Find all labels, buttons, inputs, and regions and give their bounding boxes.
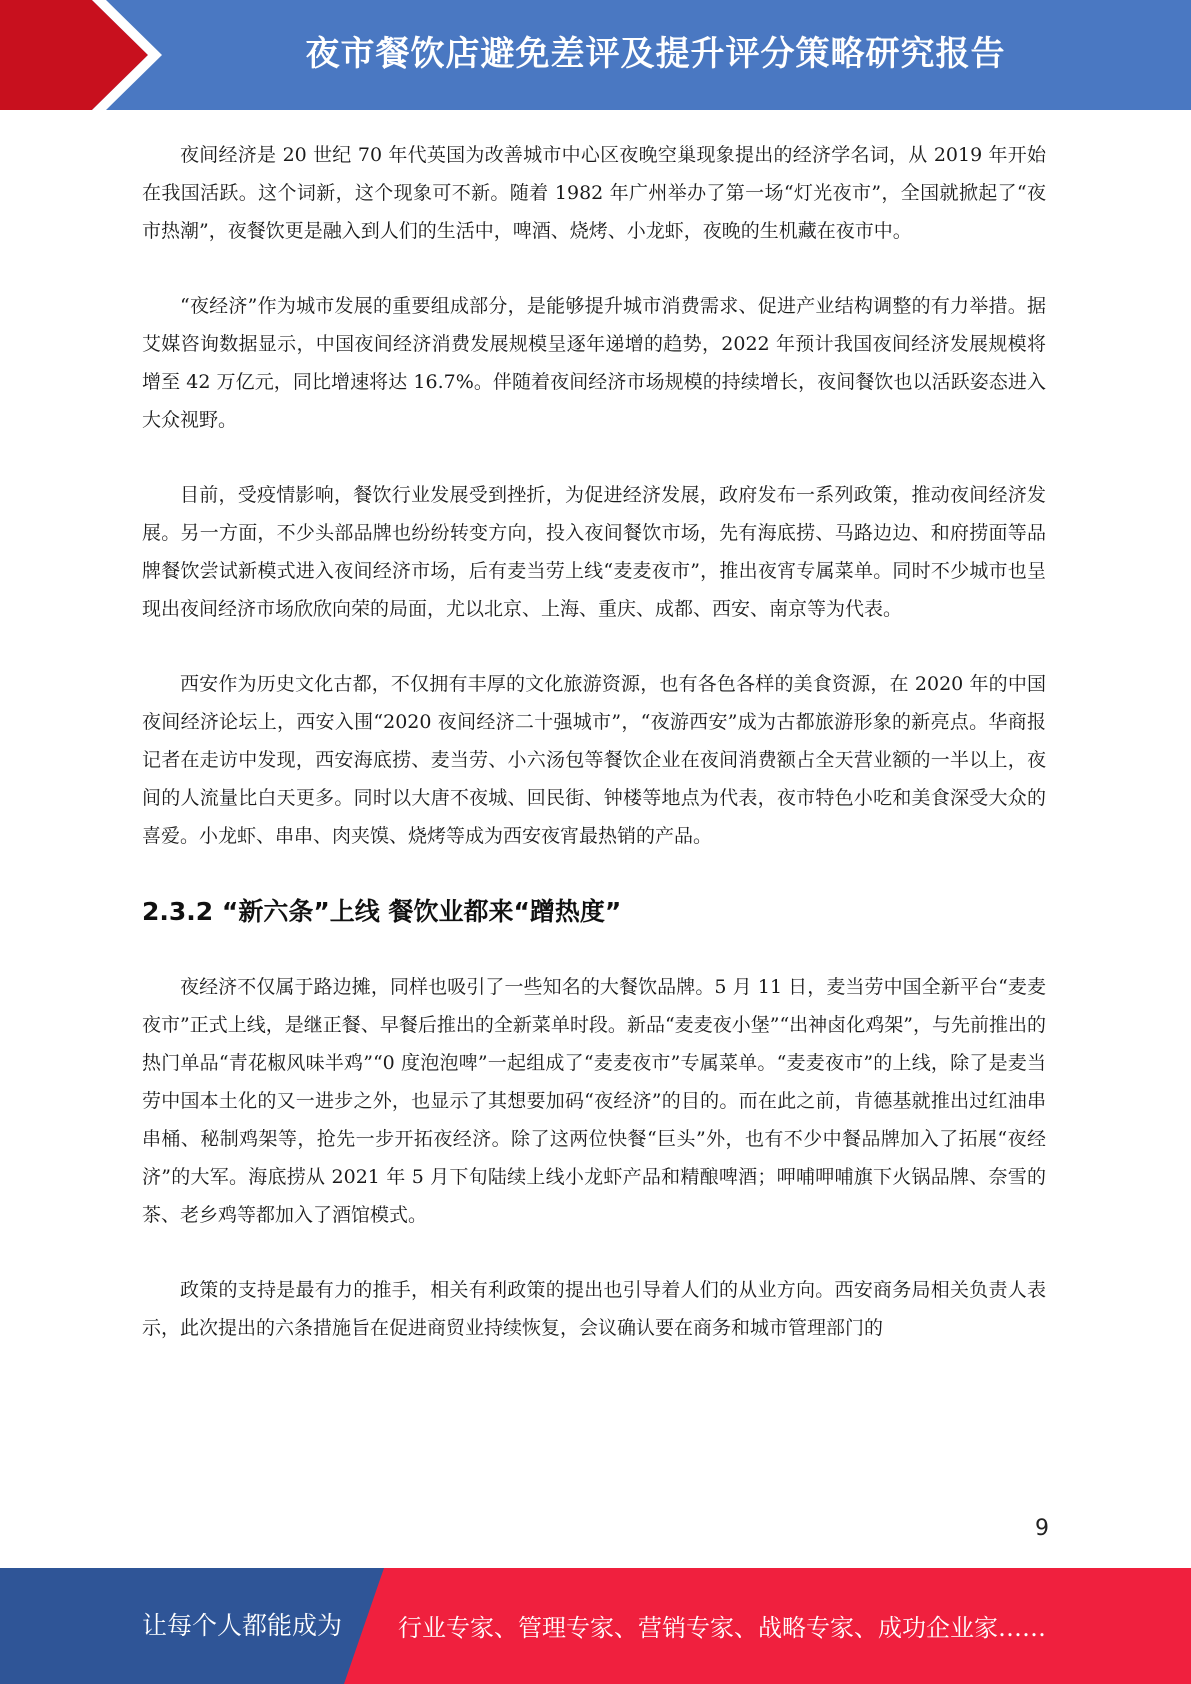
report-title: 夜市餐饮店避免差评及提升评分策略研究报告 — [305, 34, 1006, 74]
paragraph-brands-join: 夜经济不仅属于路边摊，同样也吸引了一些知名的大餐饮品牌。5 月 11 日，麦当劳中国全新平台“麦麦夜市”正式上线，是继正餐、早餐后推出的全新菜单时段。新品“麦麦夜小堡”“出神卤化鸡架”，与先前推出的热门单品“青花椒风味半鸡”“0 度泡泡啤”一起组成了“麦麦夜市”专属菜单。“麦麦夜市”的上线，除了是麦当劳中国本土化的又一进步之外，也显示了其想要加码“夜经济”的目的。而在此之前，肯德基就推出过红油串串桶、秘制鸡架等，抢先一步开拓夜经济。除了这两位快餐“巨头”外，也有不少中餐品牌加入了拓展“夜经济”的大军。海底捞从 2021 年 5 月下旬陆续上线小龙虾产品和精酿啤酒；呷哺呷哺旗下火锅品牌、奈雪的茶、老乡鸡等都加入了酒馆模式。 — [142, 976, 1046, 1226]
paragraph-industry-shift: 目前，受疫情影响，餐饮行业发展受到挫折，为促进经济发展，政府发布一系列政策，推动夜间经济发展。另一方面，不少头部品牌也纷纷转变方向，投入夜间餐饮市场，先有海底捞、马路边边、和府捞面等品牌餐饮尝试新模式进入夜间经济市场，后有麦当劳上线“麦麦夜市”，推出夜宵专属菜单。同时不少城市也呈现出夜间经济市场欣欣向荣的局面，尤以北京、上海、重庆、成都、西安、南京等为代表。 — [142, 484, 1046, 620]
footer-slogan-left: 让每个人都能成为 — [142, 1611, 343, 1640]
paragraph-night-economy-scale: “夜经济”作为城市发展的重要组成部分，是能够提升城市消费需求、促进产业结构调整的有力举措。据艾媒咨询数据显示，中国夜间经济消费发展规模呈逐年递增的趋势，2022 年预计我国夜间经济发展规模将增至 42 万亿元，同比增速将达 16.7%。伴随着夜间经济市场规模的持续增长，夜间餐饮也以活跃姿态进入大众视野。 — [142, 295, 1046, 431]
document-body — [142, 136, 1046, 1384]
footer-slogan-right: 行业专家、管理专家、营销专家、战略专家、成功企业家…… — [398, 1614, 1046, 1642]
page-header — [0, 0, 1191, 110]
paragraph-night-economy-origin: 夜间经济是 20 世纪 70 年代英国为改善城市中心区夜晚空巢现象提出的经济学名词，从 2019 年开始在我国活跃。这个词新，这个现象可不新。随着 1982 年广州举办了第一场“灯光夜市”，全国就掀起了“夜市热潮”，夜餐饮更是融入到人们的生活中，啤酒、烧烤、小龙虾，夜晚的生机藏在夜市中。 — [142, 144, 1046, 242]
page-number: 9 — [1035, 1516, 1049, 1541]
paragraph-policy-support: 政策的支持是最有力的推手，相关有利政策的提出也引导着人们的从业方向。西安商务局相关负责人表示，此次提出的六条措施旨在促进商贸业持续恢复，会议确认要在商务和城市管理部门的 — [142, 1279, 1046, 1339]
page-footer — [0, 1568, 1191, 1684]
section-heading: 2.3.2 “新六条”上线 餐饮业都来“蹭热度” — [142, 897, 622, 926]
paragraph-xian-night-market: 西安作为历史文化古都，不仅拥有丰厚的文化旅游资源，也有各色各样的美食资源，在 2020 年的中国夜间经济论坛上，西安入围“2020 夜间经济二十强城市”，“夜游西安”成为古都旅游形象的新亮点。华商报记者在走访中发现，西安海底捞、麦当劳、小六汤包等餐饮企业在夜间消费额占全天营业额的一半以上，夜间的人流量比白天更多。同时以大唐不夜城、回民街、钟楼等地点为代表，夜市特色小吃和美食深受大众的喜爱。小龙虾、串串、肉夹馍、烧烤等成为西安夜宵最热销的产品。 — [142, 673, 1046, 847]
